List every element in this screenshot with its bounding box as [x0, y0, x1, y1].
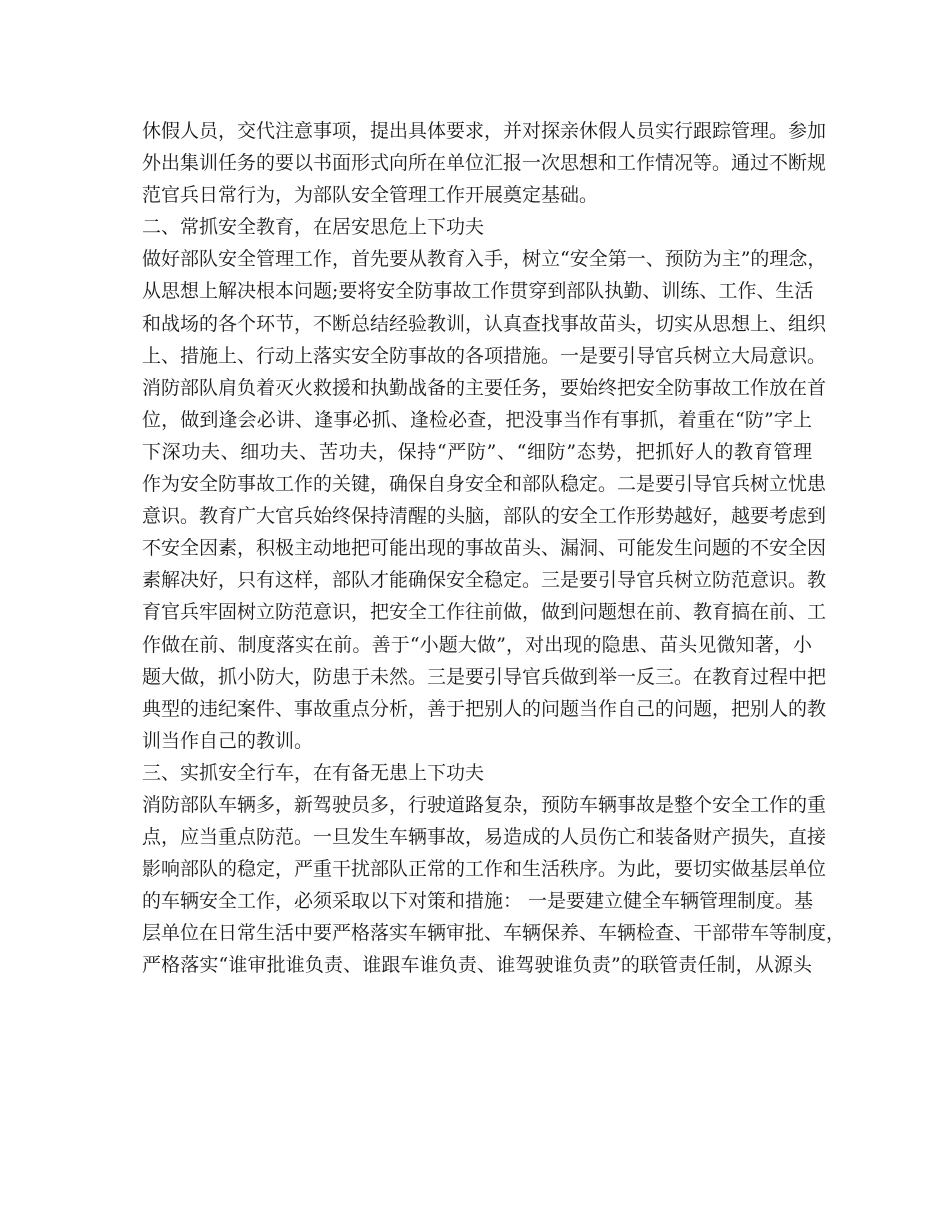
text-line: 消防部队车辆多，新驾驶员多，行驶道路复杂，预防车辆事故是整个安全工作的重 [142, 793, 827, 816]
text-line: 素解决好，只有这样，部队才能确保安全稳定。三是要引导官兵树立防范意识。教 [142, 569, 827, 592]
section-heading: 三、实抓安全行车，在有备无患上下功夫 [142, 761, 485, 784]
text-line: 下深功夫、细功夫、苦功夫，保持“严防”、“细防”态势，把抓好人的教育管理 [142, 440, 812, 463]
section-heading: 二、常抓安全教育，在居安思危上下功夫 [142, 216, 485, 239]
text-line: 作为安全防事故工作的关键，确保自身安全和部队稳定。二是要引导官兵树立忧患 [142, 473, 827, 496]
text-line: 意识。教育广大官兵始终保持清醒的头脑，部队的安全工作形势越好，越要考虑到 [142, 505, 827, 528]
text-line: 从思想上解决根本问题;要将安全防事故工作贯穿到部队执勤、训练、工作、生活 [142, 280, 814, 303]
text-line: 点，应当重点防范。一旦发生车辆事故，易造成的人员伤亡和装备财产损失，直接 [142, 826, 827, 849]
text-line: 做好部队安全管理工作，首先要从教育入手，树立“安全第一、预防为主”的理念， [142, 248, 827, 271]
text-line: 层单位在日常生活中要严格落实车辆审批、车辆保养、车辆检查、干部带车等制度， [142, 922, 846, 945]
text-line: 严格落实“谁审批谁负责、谁跟车谁负责、谁驾驶谁负责”的联管责任制，从源头 [142, 954, 812, 977]
text-line: 范官兵日常行为，为部队安全管理工作开展奠定基础。 [142, 184, 599, 207]
text-line: 育官兵牢固树立防范意识，把安全工作往前做，做到问题想在前、教育搞在前、工 [142, 601, 827, 624]
text-line: 上、措施上、行动上落实安全防事故的各项措施。一是要引导官兵树立大局意识。 [142, 344, 827, 367]
text-line: 和战场的各个环节，不断总结经验教训，认真查找事故苗头，切实从思想上、组织 [142, 312, 827, 335]
text-line: 典型的违纪案件、事故重点分析，善于把别人的问题当作自己的问题，把别人的教 [142, 697, 827, 720]
text-line: 休假人员，交代注意事项，提出具体要求，并对探亲休假人员实行跟踪管理。参加 [142, 120, 827, 142]
text-line: 影响部队的稳定，严重干扰部队正常的工作和生活秩序。为此，要切实做基层单位 [142, 858, 827, 881]
text-line: 外出集训任务的要以书面形式向所在单位汇报一次思想和工作情况等。通过不断规 [142, 152, 827, 175]
text-line: 不安全因素，积极主动地把可能出现的事故苗头、漏洞、可能发生问题的不安全因 [142, 537, 827, 560]
text-line: 的车辆安全工作，必须采取以下对策和措施： 一是要建立健全车辆管理制度。基 [142, 890, 814, 913]
text-line: 消防部队肩负着灭火救援和执勤战备的主要任务，要始终把安全防事故工作放在首 [142, 376, 827, 399]
text-line: 位，做到逢会必讲、逢事必抓、逢检必查，把没事当作有事抓，着重在“防”字上 [142, 408, 812, 431]
text-line: 作做在前、制度落实在前。善于“小题大做”，对出现的隐患、苗头见微知著，小 [142, 633, 812, 656]
document-page [142, 115, 846, 982]
text-line: 题大做，抓小防大，防患于未然。三是要引导官兵做到举一反三。在教育过程中把 [142, 665, 827, 688]
text-line: 训当作自己的教训。 [142, 729, 314, 752]
